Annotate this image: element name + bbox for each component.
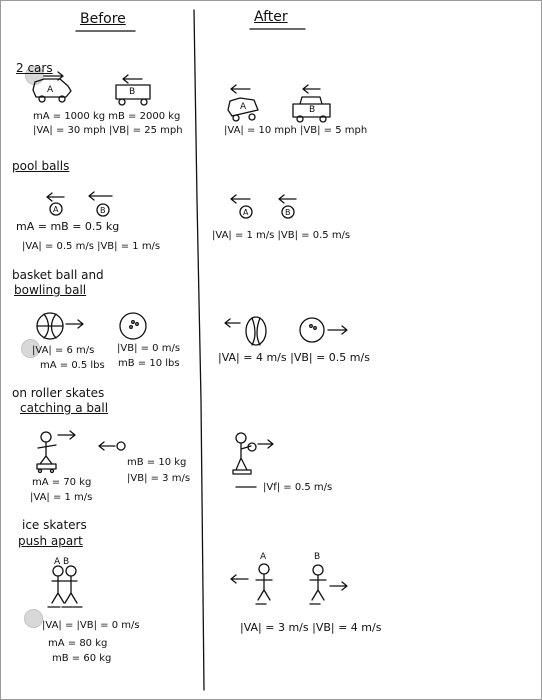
section-title-skates-line1: on roller skates [12, 386, 105, 400]
ice-before-speeds: |VA| = |VB| = 0 m/s [42, 620, 140, 631]
section-title-balls-line1: basket ball and [12, 268, 104, 282]
pool-ball-b-after-label: B [285, 208, 291, 217]
section-title-cars: 2 cars [16, 61, 53, 75]
balls-before-vb: |VB| = 0 m/s [117, 343, 181, 354]
before-header: Before [80, 11, 126, 27]
car-a-label: A [47, 85, 54, 95]
pool-ball-b-label: B [100, 206, 106, 215]
section-title-pool: pool balls [12, 159, 70, 173]
ice-before-mb: mB = 60 kg [52, 653, 112, 664]
pool-after-speeds: |VA| = 1 m/s |VB| = 0.5 m/s [212, 230, 351, 241]
ice-skater-b-after-label: B [314, 552, 321, 562]
ice-after-speeds: |VA| = 3 m/s |VB| = 4 m/s [240, 621, 382, 634]
pool-ball-a-label: A [53, 205, 59, 214]
skates-after-speed: |Vf| = 0.5 m/s [263, 482, 333, 493]
balls-before-ma: mA = 0.5 lbs [40, 360, 105, 371]
section-title-ice-line1: ice skaters [22, 518, 87, 532]
cars-after-speeds: |VA| = 10 mph |VB| = 5 mph [224, 125, 368, 136]
car-a-after-label: A [240, 102, 247, 112]
skates-before-vb: |VB| = 3 m/s [127, 473, 191, 484]
car-b-after-label: B [309, 105, 316, 115]
skates-before-va: |VA| = 1 m/s [30, 492, 93, 503]
ice-skater-labels: A B [54, 557, 70, 567]
section-title-skates-line2: catching a ball [20, 401, 109, 415]
hole-punch-bottom [24, 609, 43, 628]
pool-before-speeds: |VA| = 0.5 m/s |VB| = 1 m/s [22, 241, 161, 252]
balls-before-va: |VA| = 6 m/s [32, 345, 95, 356]
cars-before-speeds: |VA| = 30 mph |VB| = 25 mph [33, 125, 183, 136]
ice-before-ma: mA = 80 kg [48, 638, 108, 649]
ice-skater-a-after-label: A [260, 552, 267, 562]
balls-before-mb: mB = 10 lbs [118, 358, 180, 369]
section-title-balls-line2: bowling ball [14, 283, 87, 297]
section-title-ice-line2: push apart [18, 534, 83, 548]
car-b-label: B [129, 87, 136, 97]
skates-before-mb: mB = 10 kg [127, 457, 187, 468]
after-header: After [254, 9, 288, 25]
skates-before-ma: mA = 70 kg [32, 477, 92, 488]
cars-before-masses: mA = 1000 kg mB = 2000 kg [33, 111, 181, 122]
pool-before-masses: mA = mB = 0.5 kg [16, 220, 120, 233]
pool-ball-a-after-label: A [243, 208, 249, 217]
balls-after-speeds: |VA| = 4 m/s |VB| = 0.5 m/s [218, 351, 370, 364]
